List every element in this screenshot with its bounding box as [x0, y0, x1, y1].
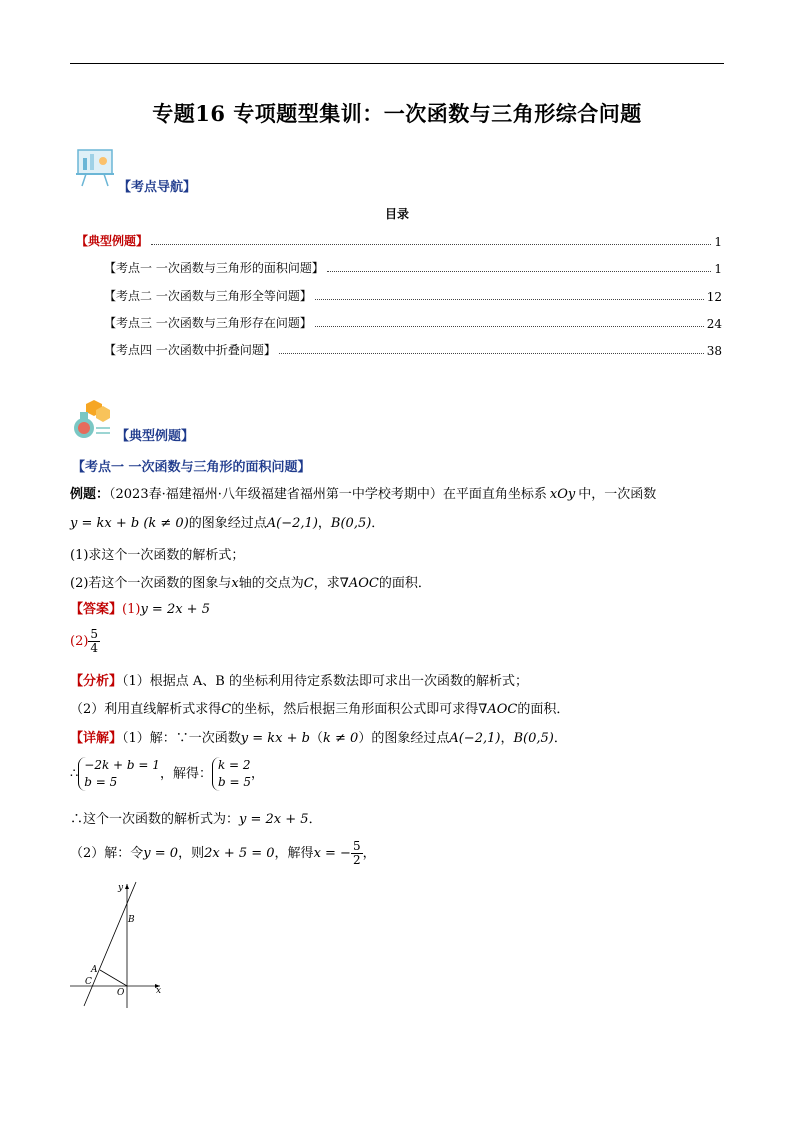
- detail-label: 【详解】: [70, 731, 123, 746]
- fraction-numerator: 5: [90, 627, 99, 641]
- q2-text: 轴的交点为: [238, 576, 304, 591]
- answer-line-1: [70, 598, 210, 617]
- toc-row[interactable]: [76, 232, 722, 249]
- point-c-label: C: [85, 977, 92, 987]
- answer-prefix: (2): [70, 634, 89, 649]
- toc-row[interactable]: [104, 341, 722, 358]
- coordinate-graph: [70, 880, 170, 1010]
- problem-text: 中，一次函数: [578, 487, 657, 502]
- toc-row[interactable]: [104, 314, 722, 331]
- toc-row-label: 【考点四 一次函数中折叠问题】: [104, 343, 276, 357]
- problem-source: （2023春·福建福州·八年级福建省福州第一中学校考期中）在平面直角坐标系: [109, 487, 547, 502]
- equation: y = 0: [143, 846, 179, 861]
- point-b-label: B: [128, 915, 135, 925]
- toc-row-label: 【典型例题】: [76, 234, 149, 248]
- fraction-denominator: 2: [352, 853, 361, 867]
- header-rule: [70, 63, 724, 64]
- equation: b = 5: [217, 775, 251, 789]
- examples-heading: 【典型例题】: [116, 429, 195, 444]
- analysis-line-2: [70, 698, 569, 717]
- question-1: (1)求这个一次函数的解析式；: [70, 548, 245, 563]
- equation: k = 2: [217, 758, 251, 772]
- presentation-board-icon: [74, 146, 116, 188]
- analysis-text: 的面积．: [517, 702, 570, 717]
- point-a: A(−2,1): [266, 516, 318, 531]
- toc-leader: [315, 298, 704, 300]
- detail-text: ∴这个一次函数的解析式为：: [70, 812, 240, 827]
- toc-leader: [327, 270, 712, 272]
- point1-heading: 【考点一 一次函数与三角形的面积问题】: [72, 460, 311, 475]
- q2-text: 的面积．: [378, 576, 431, 591]
- c-point: C: [221, 702, 232, 717]
- analysis-text: （1）根据点 A、B 的坐标利用待定系数法即可求出一次函数的解析式；: [122, 674, 528, 689]
- problem-line-2: y = kx + b (k ≠ 0)的图象经过点A(−2,1)，B(0,5)．: [70, 516, 385, 531]
- detail-text: ，解得: [274, 846, 314, 861]
- toc-page: 1: [714, 235, 722, 249]
- fraction-denominator: 4: [90, 641, 99, 655]
- analysis-text: 的坐标，然后根据三角形面积公式即可求得: [231, 702, 479, 717]
- coordinate-system: xOy: [549, 487, 576, 502]
- toc-leader: [315, 325, 704, 327]
- toc-leader: [279, 352, 704, 354]
- function-line: [84, 882, 136, 1006]
- answer-2-fraction: [88, 628, 100, 655]
- q2-text: ，求: [313, 576, 340, 591]
- point-a-label: A: [91, 965, 98, 975]
- triangle-aoc: ∇AOC: [478, 702, 518, 717]
- toc-row-label: 【考点一 一次函数与三角形的面积问题】: [104, 261, 324, 275]
- point-b: B(0,5): [330, 516, 372, 531]
- detail-text: （2）解：令: [70, 846, 144, 861]
- function-expression: y = 2x + 5: [239, 812, 309, 827]
- question-2: [70, 572, 431, 591]
- detail-line-1: 【详解】（1）解：∵一次函数y = kx + b（k ≠ 0）的图象经过点A(−2,1)，B(0,5)．: [70, 731, 567, 746]
- detail-text: ）的图象经过点: [358, 731, 450, 746]
- toc-page: 1: [714, 262, 722, 276]
- problem-text: 的图象经过点: [188, 516, 267, 531]
- toc-page: 12: [706, 290, 722, 304]
- solution-system: [212, 757, 251, 791]
- analysis-line-1: [70, 670, 528, 689]
- x-var: x: [231, 576, 239, 591]
- therefore-symbol: ∴: [70, 766, 79, 782]
- c-point: C: [303, 576, 314, 591]
- detail-line-4: （2）解：令y = 0，则2x + 5 = 0，解得x = − $\frac{5}{2}$ ，: [70, 839, 376, 867]
- y-axis-label: y: [118, 883, 124, 893]
- analysis-label: 【分析】: [70, 674, 123, 689]
- problem-label: 例题：: [70, 487, 110, 502]
- equation: −2k + b = 1: [84, 758, 160, 772]
- equation: 2x + 5 = 0: [204, 846, 275, 861]
- point-b: B(0,5): [513, 731, 554, 746]
- equation: b = 5: [84, 775, 118, 789]
- detail-text: ，则: [178, 846, 205, 861]
- y-axis-arrow: [125, 884, 129, 889]
- answer-1: y = 2x + 5: [140, 602, 210, 617]
- q2-text: (2)若这个一次函数的图象与: [70, 576, 232, 591]
- detail-line-2: ∴ −2k + b = 1 b = 5 ，解得： k = 2 b = 5 ，: [70, 758, 264, 789]
- origin-label: O: [117, 988, 125, 998]
- point-a: A(−2,1): [449, 731, 501, 746]
- detail-line-3: ∴这个一次函数的解析式为：y = 2x + 5．: [70, 812, 322, 827]
- detail-text: ，解得：: [159, 766, 212, 782]
- answer-line-2: [70, 628, 100, 655]
- detail-text: （1）解：∵一次函数: [122, 731, 241, 746]
- function-expression: y = kx + b (k ≠ 0): [70, 516, 189, 531]
- analysis-text: （2）利用直线解析式求得: [70, 702, 222, 717]
- detail-text: （: [310, 731, 324, 746]
- toc-page: 24: [706, 317, 722, 331]
- fraction-numerator: 5: [352, 839, 361, 853]
- answer-prefix: (1): [122, 602, 141, 617]
- answer-label: 【答案】: [70, 602, 123, 617]
- toc-row[interactable]: [104, 259, 722, 276]
- triangle-aoc: ∇AOC: [339, 576, 379, 591]
- function-expression: y = kx + b: [240, 731, 310, 746]
- equation-system: [78, 757, 160, 791]
- toc-page: 38: [706, 344, 722, 358]
- page-title: 专题16 专项题型集训：一次函数与三角形综合问题: [152, 101, 642, 126]
- toc-heading: 目录: [384, 207, 409, 221]
- toc-row-label: 【考点二 一次函数与三角形全等问题】: [104, 289, 312, 303]
- x-axis-label: x: [156, 986, 162, 996]
- nav-heading: 【考点导航】: [118, 180, 197, 195]
- flask-icon: [72, 398, 114, 440]
- condition: k ≠ 0: [323, 731, 359, 746]
- x-fraction: [351, 840, 363, 867]
- toc-row-label: 【考点三 一次函数与三角形存在问题】: [104, 316, 312, 330]
- toc-leader: [151, 243, 711, 245]
- segment-ao: [100, 970, 127, 986]
- equation: x = −: [313, 846, 351, 861]
- problem-line-1: [70, 483, 656, 502]
- toc-row[interactable]: [104, 287, 722, 304]
